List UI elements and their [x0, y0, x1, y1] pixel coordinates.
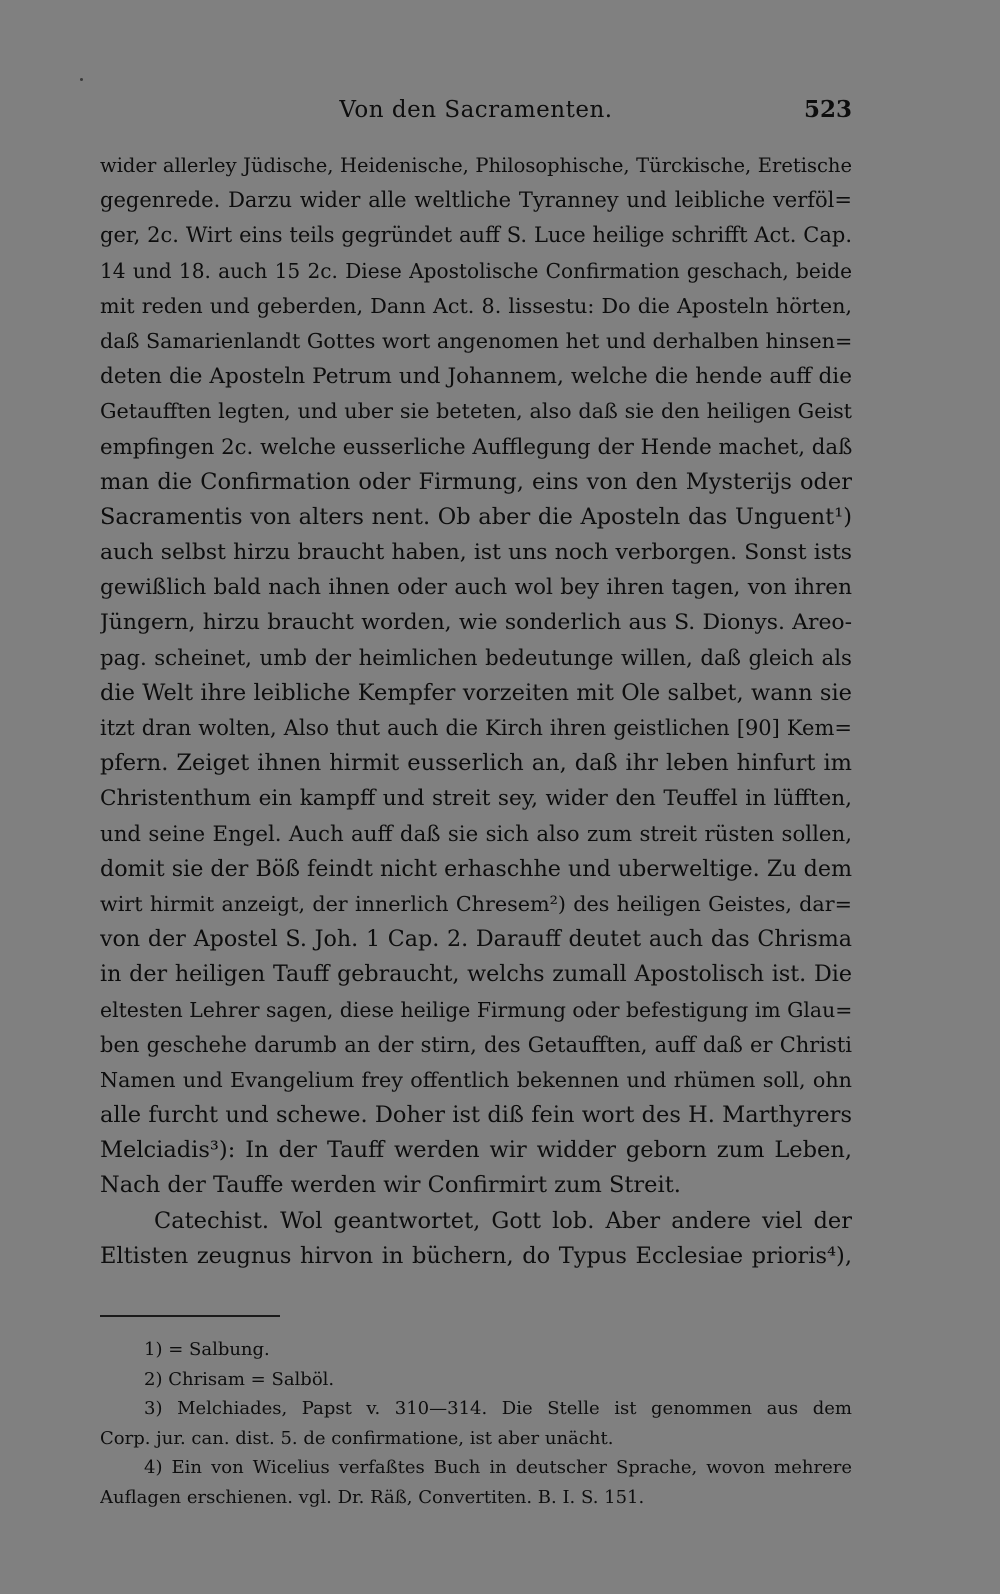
footnote: Auflagen erschienen. vgl. Dr. Räß, Convertiten. B. I. S. 151.: [100, 1486, 645, 1508]
running-head: [100, 92, 852, 128]
footnote: 3) Melchiades, Papst v. 310—314. Die Stelle ist genommen aus dem: [144, 1398, 852, 1419]
text-line: ger, 2c. Wirt eins teils gegründet auff S. Luce heilige schrifft Act. Cap.: [100, 223, 852, 248]
text-line: alle furcht und schewe. Doher ist diß fein wort des H. Marthyrers: [100, 1102, 852, 1129]
text-line: man die Confirmation oder Firmung, eins von den Mysterijs oder: [100, 468, 852, 495]
footnotes: [100, 1335, 852, 1512]
text-line: deten die Aposteln Petrum und Johannem, welche die hende auff die: [100, 364, 852, 390]
text-line: wider allerley Jüdische, Heidenische, Philosophische, Türckische, Eretische: [100, 154, 852, 177]
text-line: und seine Engel. Auch auff daß sie sich also zum streit rüsten sollen,: [100, 821, 852, 847]
text-line: Namen und Evangelium frey offentlich bekennen und rhümen soll, ohn: [100, 1067, 852, 1092]
text-line: Nach der Tauffe werden wir Confirmirt zum Streit.: [100, 1172, 681, 1199]
text-line: mit reden und geberden, Dann Act. 8. lissestu: Do die Aposteln hörten,: [100, 293, 852, 318]
text-line: Eltisten zeugnus hirvon in büchern, do Typus Ecclesiae prioris⁴),: [100, 1242, 852, 1269]
text-line: Christenthum ein kampff und streit sey, wider den Teuffel in lüfften,: [100, 786, 852, 812]
text-line: gewißlich bald nach ihnen oder auch wol bey ihren tagen, von ihren: [100, 575, 852, 601]
text-line: domit sie der Böß feindt nicht erhaschhe und uberweltige. Zu dem: [100, 855, 852, 882]
text-line: pag. scheinet, umb der heimlichen bedeutunge willen, daß gleich als: [100, 645, 852, 671]
text-line: Sacramentis von alters nent. Ob aber die Aposteln das Unguent¹): [100, 503, 852, 530]
text-line: auch selbst hirzu braucht haben, ist uns noch verborgen. Sonst ists: [100, 540, 852, 566]
text-line: itzt dran wolten, Also thut auch die Kirch ihren geistlichen [90] Kem=: [100, 716, 852, 740]
text-line: von der Apostel S. Joh. 1 Cap. 2. Darauff deutet auch das Chrisma: [100, 926, 852, 953]
text-line: Jüngern, hirzu braucht worden, wie sonderlich aus S. Dionys. Areo-: [100, 610, 852, 636]
text-line: 14 und 18. auch 15 2c. Diese Apostolische Confirmation geschach, beide: [100, 258, 852, 283]
page-number: 523: [803, 96, 852, 123]
text-line: ben geschehe darumb an der stirn, des Getaufften, auff daß er Christi: [100, 1032, 852, 1057]
text-line: Catechist. Wol geantwortet, Gott lob. Aber andere viel der: [154, 1207, 852, 1234]
text-line: Melciadis³): In der Tauff werden wir widder geborn zum Leben,: [100, 1137, 852, 1164]
footnote: 2) Chrisam = Salböl.: [144, 1368, 335, 1390]
text-line: die Welt ihre leibliche Kempfer vorzeiten mit Ole salbet, wann sie: [100, 679, 852, 706]
text-line: in der heiligen Tauff gebraucht, welchs zumall Apostolisch ist. Die: [100, 961, 852, 988]
body-text: [100, 148, 852, 1274]
running-title: Von den Sacramenten.: [339, 97, 613, 123]
footnote: 4) Ein von Wicelius verfaßtes Buch in deutscher Sprache, wovon mehrere: [144, 1457, 852, 1478]
text-line: empfingen 2c. welche eusserliche Aufflegung der Hende machet, daß: [100, 434, 852, 460]
footnote: Corp. jur. can. dist. 5. de confirmatione, ist aber unächt.: [100, 1427, 614, 1449]
text-line: gegenrede. Darzu wider alle weltliche Tyranney und leibliche verföl=: [100, 188, 852, 213]
text-line: eltesten Lehrer sagen, diese heilige Firmung oder befestigung im Glau=: [100, 997, 852, 1022]
footnote-divider: [100, 1315, 280, 1317]
text-line: daß Samarienlandt Gottes wort angenomen het und derhalben hinsen=: [100, 328, 852, 353]
footnote: 1) = Salbung.: [144, 1339, 270, 1360]
text-line: Getaufften legten, und uber sie beteten, also daß sie den heiligen Geist: [100, 399, 852, 424]
text-line: pfern. Zeiget ihnen hirmit eusserlich an, daß ihr leben hinfurt im: [100, 750, 852, 777]
text-line: wirt hirmit anzeigt, der innerlich Chresem²) des heiligen Geistes, dar=: [100, 891, 852, 916]
print-speck: [80, 78, 83, 81]
